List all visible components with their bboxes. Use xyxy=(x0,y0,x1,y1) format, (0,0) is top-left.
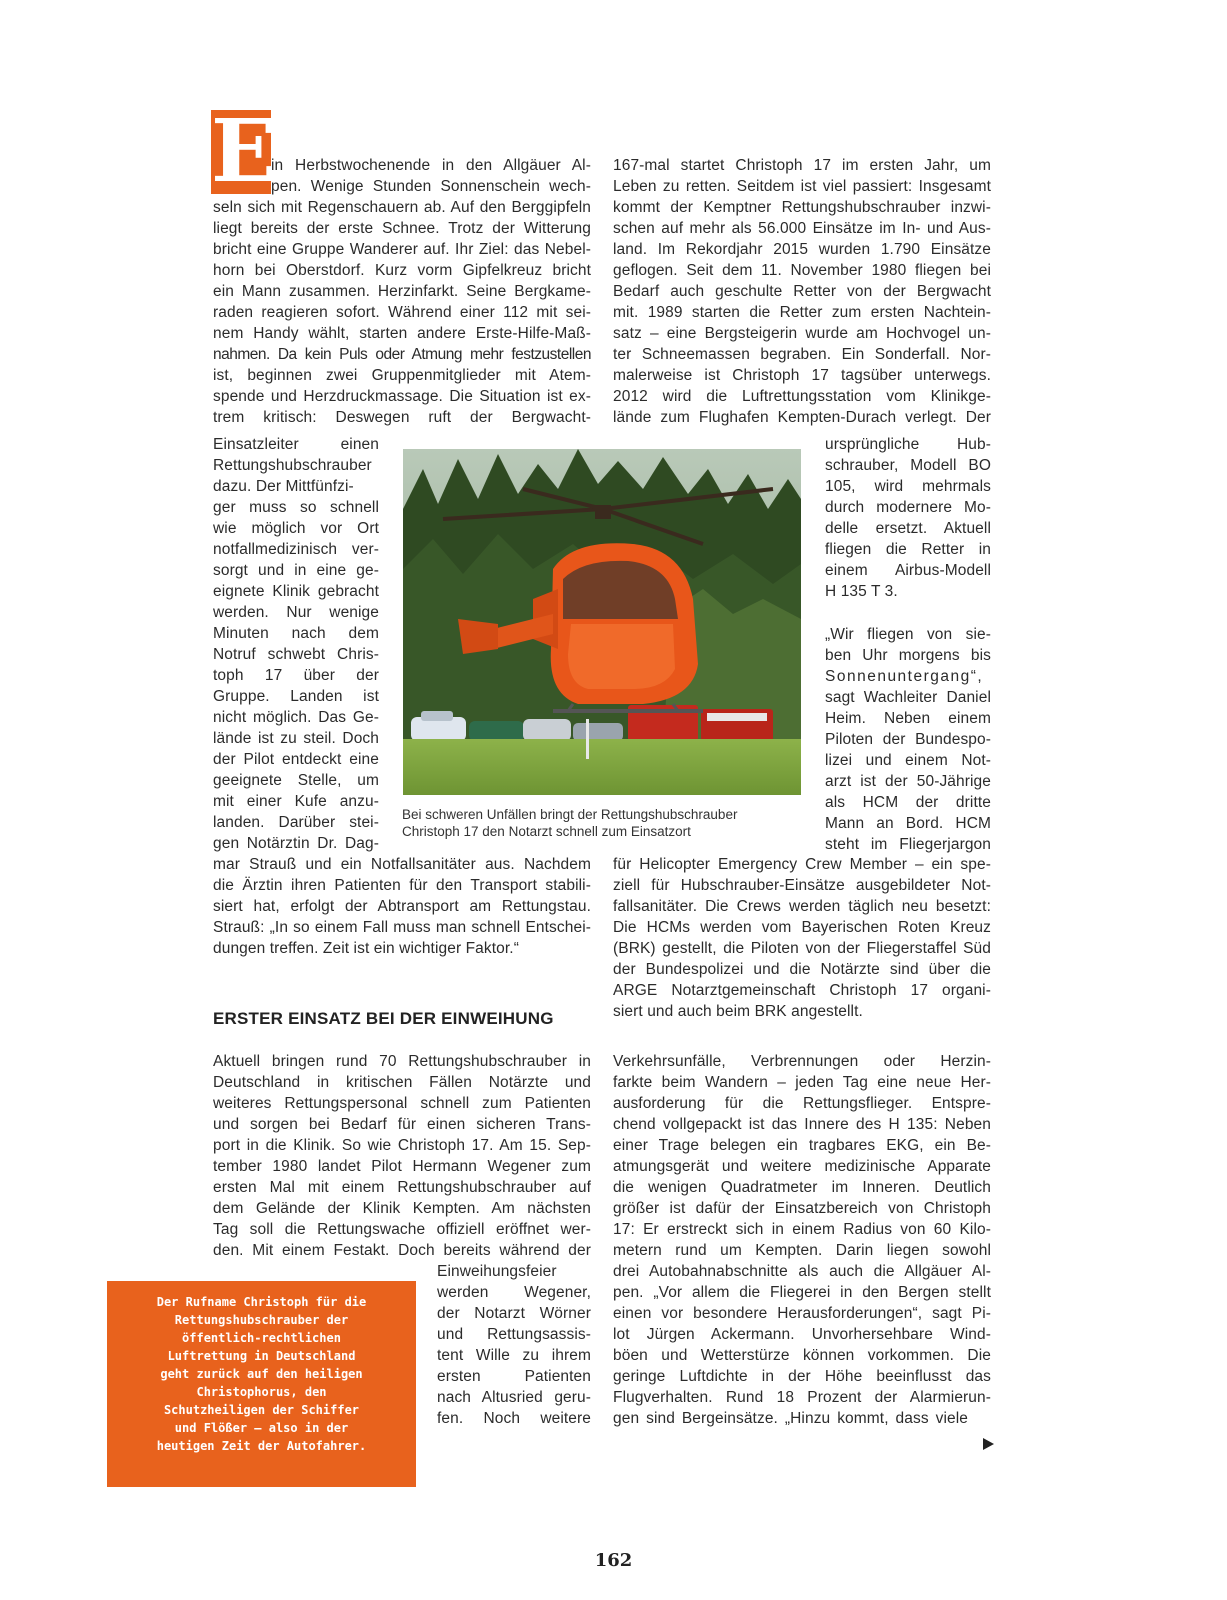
body-line: sorgt und in eine ge- xyxy=(213,562,379,579)
caption-line: Bei schweren Unfällen bringt der Rettungshubschrauber xyxy=(402,807,738,822)
body-line: geeignete Stelle, um xyxy=(213,772,379,789)
info-box-line: Luftrettung in Deutschland xyxy=(167,1349,356,1363)
body-line: böen und Wetterstürze können vorkommen. Die xyxy=(613,1347,991,1364)
body-line: port in die Klinik. So wie Christoph 17. Am 15. Sep- xyxy=(213,1137,591,1154)
body-line: nach Altusried geru- xyxy=(437,1389,591,1406)
body-line: mar Strauß und ein Notfallsanitäter aus. Nachdem xyxy=(213,856,591,873)
body-line: Deutschland in kritischen Fällen Notärzte und xyxy=(213,1074,591,1091)
body-line: dungen treffen. Zeit ist ein wichtiger Faktor.“ xyxy=(213,940,519,957)
body-line: der Pilot entdeckt eine xyxy=(213,751,379,768)
body-line: fliegen die Retter in xyxy=(825,541,991,558)
body-line: Einsatzleiter einen xyxy=(213,436,379,453)
body-line: Heim. Neben einem xyxy=(825,710,991,727)
info-box-line: Christophorus, den xyxy=(196,1385,327,1399)
body-line: trem kritisch: Deswegen ruft der Bergwacht- xyxy=(213,409,591,426)
body-line: atmungsgerät und weitere medizinische Apparate xyxy=(613,1158,991,1175)
body-line: größer ist dafür der Einsatzbereich von Christoph xyxy=(613,1200,991,1217)
body-line: durch modernere Mo- xyxy=(825,499,991,516)
body-line: tent Wille zu ihrem xyxy=(437,1347,591,1364)
left-column-text xyxy=(213,197,591,428)
body-line: delle ersetzt. Aktuell xyxy=(825,520,991,537)
body-line: „Wir fliegen von sie- xyxy=(825,626,991,643)
body-line: ger muss so schnell xyxy=(213,499,379,516)
info-box-line: Der Rufname Christoph für die xyxy=(156,1295,367,1309)
body-line: lände ist zu steil. Doch xyxy=(213,730,379,747)
body-line: Leben zu retten. Seitdem ist viel passiert: Insgesamt xyxy=(613,178,991,195)
body-line: 2012 wird die Luftrettungsstation vom Klinikge- xyxy=(613,388,991,405)
body-line: für Helicopter Emergency Crew Member – ein spe- xyxy=(613,856,991,873)
body-line: eignete Klinik gebracht xyxy=(213,583,379,600)
body-line: werden. Nur wenige xyxy=(213,604,379,621)
body-line: raden reagieren sofort. Während einer 112 mit sei- xyxy=(213,304,591,321)
left-section2-narrow xyxy=(437,1261,591,1429)
body-line: dazu. Der Mittfünfzi- xyxy=(213,478,354,495)
body-line: einen vor besondere Herausforderungen“, sagt Pi- xyxy=(613,1305,991,1322)
right-column-text xyxy=(613,155,991,428)
body-line: Piloten der Bundespo- xyxy=(825,731,991,748)
body-line: Aktuell bringen rund 70 Rettungshubschrauber in xyxy=(213,1053,591,1070)
body-line: weiteres Rettungspersonal schnell zum Patienten xyxy=(213,1095,591,1112)
body-line: der Bundespolizei und die Notärzte sind über die xyxy=(613,961,991,978)
body-line: und Rettungsassis- xyxy=(437,1326,591,1343)
body-line: ausforderung für die Rettungsflieger. Entspre- xyxy=(613,1095,991,1112)
body-line: kommt der Kemptner Rettungshubschrauber inzwi- xyxy=(613,199,991,216)
left-section2-text xyxy=(213,1051,591,1261)
body-line: farkte beim Wandern – jeden Tag eine neue Her- xyxy=(613,1074,991,1091)
body-line: fen. Noch weitere xyxy=(437,1410,591,1427)
body-line: ben Uhr morgens bis xyxy=(825,647,991,664)
page-number: 162 xyxy=(594,1550,633,1571)
body-line: die Ärztin ihren Patienten für den Transport stabili- xyxy=(213,877,591,894)
body-line: pen. „Vor allem die Fliegerei in den Bergen stellt xyxy=(613,1284,991,1301)
caption-line: Christoph 17 den Notarzt schnell zum Einsatzort xyxy=(402,824,691,839)
body-line: ersten Patienten xyxy=(437,1368,591,1385)
body-line: notfallmedizinisch ver- xyxy=(213,541,379,558)
body-line: sagt Wachleiter Daniel xyxy=(825,689,991,706)
body-line: fallsanitäter. Die Crews werden täglich neu besetzt: xyxy=(613,898,991,915)
helicopter-photo xyxy=(403,449,801,795)
body-line: in Herbstwochenende in den Allgäuer Al- xyxy=(271,157,591,174)
body-line: Mann an Bord. HCM xyxy=(825,815,991,832)
body-line: ist, beginnen zwei Gruppenmitglieder mit Atem- xyxy=(213,367,591,384)
body-line: Flugverhalten. Rund 18 Prozent der Alarmierun- xyxy=(613,1389,991,1406)
body-line: der Notarzt Wörner xyxy=(437,1305,591,1322)
body-line: einem Airbus-Modell xyxy=(825,562,991,579)
body-line: liegt bereits der erste Schnee. Trotz der Witterung xyxy=(213,220,591,237)
body-line: lot Jürgen Ackermann. Unvorhersehbare Wind- xyxy=(613,1326,991,1343)
body-line: ursprüngliche Hub- xyxy=(825,436,991,453)
body-line: landen. Darüber stei- xyxy=(213,814,379,831)
body-line: gen sind Bergeinsätze. „Hinzu kommt, dass viele xyxy=(613,1410,968,1427)
body-line: lände zum Flughafen Kempten-Durach verlegt. Der xyxy=(613,409,991,426)
body-line: ersten Mal mit einem Rettungshubschrauber auf xyxy=(213,1179,591,1196)
body-line: 17: Er erstreckt sich in einem Radius von 60 Kilo- xyxy=(613,1221,991,1238)
body-line: horn bei Oberstdorf. Kurz vorm Gipfelkreuz bricht xyxy=(213,262,591,279)
right-narrow-quote xyxy=(825,624,991,855)
body-line: den. Mit einem Festakt. Doch bereits während der xyxy=(213,1242,591,1259)
body-line: nem Handy wählt, starten andere Erste-Hilfe-Maß- xyxy=(213,325,591,342)
body-line: einer Trage belegen ein tragbares EKG, ein Be- xyxy=(613,1137,991,1154)
body-line: siert hat, erfolgt der Abtransport am Rettungstau. xyxy=(213,898,591,915)
body-line: Sonnenuntergang“, xyxy=(825,668,984,685)
body-line: ein Mann zusammen. Herzinfarkt. Seine Bergkame- xyxy=(213,283,591,300)
info-box xyxy=(107,1281,416,1487)
body-line: toph 17 über der xyxy=(213,667,379,684)
body-line: nicht möglich. Das Ge- xyxy=(213,709,379,726)
body-line: H 135 T 3. xyxy=(825,583,898,600)
drop-cap-letter: E xyxy=(211,101,277,202)
body-line: Strauß: „In so einem Fall muss man schnell Entschei- xyxy=(213,919,591,936)
body-line: Minuten nach dem xyxy=(213,625,379,642)
body-line: 105, wird mehrmals xyxy=(825,478,991,495)
body-line: geringe Luftdichte in der Höhe beeinflusst das xyxy=(613,1368,991,1385)
body-line: Rettungshubschrauber xyxy=(213,457,372,474)
photo-caption xyxy=(402,806,737,840)
body-line: und sorgen bei Bedarf für einen sicheren Trans- xyxy=(213,1116,591,1133)
info-box-line: geht zurück auf den heiligen xyxy=(160,1367,363,1381)
body-line: Einweihungsfeier xyxy=(437,1263,557,1280)
body-line: siert und auch beim BRK angestellt. xyxy=(613,1003,863,1020)
body-line: mit. 1989 starten die Retter zum ersten Nachtein- xyxy=(613,304,991,321)
body-line: als HCM der dritte xyxy=(825,794,991,811)
body-line: pen. Wenige Stunden Sonnenschein wech- xyxy=(271,178,591,195)
body-line: chend vollgepackt ist das Innere des H 135: Neben xyxy=(613,1116,991,1133)
body-line: Die HCMs werden vom Bayerischen Roten Kreuz xyxy=(613,919,991,936)
body-line: Notruf schwebt Chris- xyxy=(213,646,379,663)
body-line: Verkehrsunfälle, Verbrennungen oder Herzin- xyxy=(613,1053,991,1070)
drop-cap xyxy=(211,101,277,202)
section-heading: ERSTER EINSATZ BEI DER EINWEIHUNG xyxy=(213,1009,554,1028)
body-line: arzt ist der 50-Jährige xyxy=(825,773,991,790)
info-box-line: und Flößer – also in der xyxy=(174,1421,349,1435)
body-line: Gruppe. Landen ist xyxy=(213,688,379,705)
body-line: metern rund um Kempten. Darin liegen sowohl xyxy=(613,1242,991,1259)
body-line: ziell für Hubschrauber-Einsätze ausgebildeter Not- xyxy=(613,877,991,894)
body-line: 167-mal startet Christoph 17 im ersten Jahr, um xyxy=(613,157,991,174)
info-box-line: heutigen Zeit der Autofahrer. xyxy=(156,1439,367,1453)
body-line: steht im Fliegerjargon xyxy=(825,836,991,853)
body-line: ARGE Notarztgemeinschaft Christoph 17 organi- xyxy=(613,982,991,999)
body-line: lizei und einem Not- xyxy=(825,752,991,769)
body-line: seln sich mit Regenschauern ab. Auf den Berggipfeln xyxy=(213,199,591,216)
body-line: tember 1980 landet Pilot Hermann Wegener zum xyxy=(213,1158,591,1175)
body-line: wie möglich vor Ort xyxy=(213,520,379,537)
left-after-text xyxy=(213,854,591,959)
body-line: nahmen. Da kein Puls oder Atmung mehr festzustellen xyxy=(213,346,591,363)
right-section2-text xyxy=(613,1051,991,1429)
helicopter-illustration xyxy=(403,449,801,795)
body-line: satz – eine Bergsteigerin wurde am Hochvogel un- xyxy=(613,325,991,342)
body-line: (BRK) gestellt, die Piloten von der Fliegerstaffel Süd xyxy=(613,940,991,957)
body-line: bricht eine Gruppe Wanderer auf. Ihr Ziel: das Nebel- xyxy=(213,241,591,258)
left-narrow-text xyxy=(213,434,379,854)
body-line: malerweise ist Christoph 17 tagsüber unterwegs. xyxy=(613,367,991,384)
body-line: geflogen. Seit dem 11. November 1980 fliegen bei xyxy=(613,262,991,279)
right-narrow-text xyxy=(825,434,991,602)
body-line: mit einer Kufe anzu- xyxy=(213,793,379,810)
info-box-line: Schutzheiligen der Schiffer xyxy=(163,1403,360,1417)
body-line: drei Autobahnabschnitte als auch die Allgäuer Al- xyxy=(613,1263,991,1280)
triangle-right-icon xyxy=(983,1438,994,1450)
body-line: gen Notärztin Dr. Dag- xyxy=(213,835,379,852)
body-line: schen auf mehr als 56.000 Einsätze im In- und Aus- xyxy=(613,220,991,237)
body-line: dem Gelände der Klinik Kempten. Am nächsten xyxy=(213,1200,591,1217)
info-box-line: öffentlich-rechtlichen xyxy=(182,1331,341,1345)
body-line: spende und Herzdruckmassage. Die Situation ist ex- xyxy=(213,388,591,405)
body-line: Tag soll die Rettungswache offiziell eröffnet wer- xyxy=(213,1221,591,1238)
right-after-text xyxy=(613,854,991,1022)
body-line: ter Schneemassen begraben. Ein Sonderfall. Nor- xyxy=(613,346,991,363)
body-line: Bedarf auch geschulte Retter von der Bergwacht xyxy=(613,283,991,300)
body-line: land. Im Rekordjahr 2015 wurden 1.790 Einsätze xyxy=(613,241,991,258)
body-line: die wenigen Quadratmeter im Inneren. Deutlich xyxy=(613,1179,991,1196)
body-line: schrauber, Modell BO xyxy=(825,457,991,474)
info-box-line: Rettungshubschrauber der xyxy=(174,1313,349,1327)
body-line: werden Wegener, xyxy=(437,1284,591,1301)
